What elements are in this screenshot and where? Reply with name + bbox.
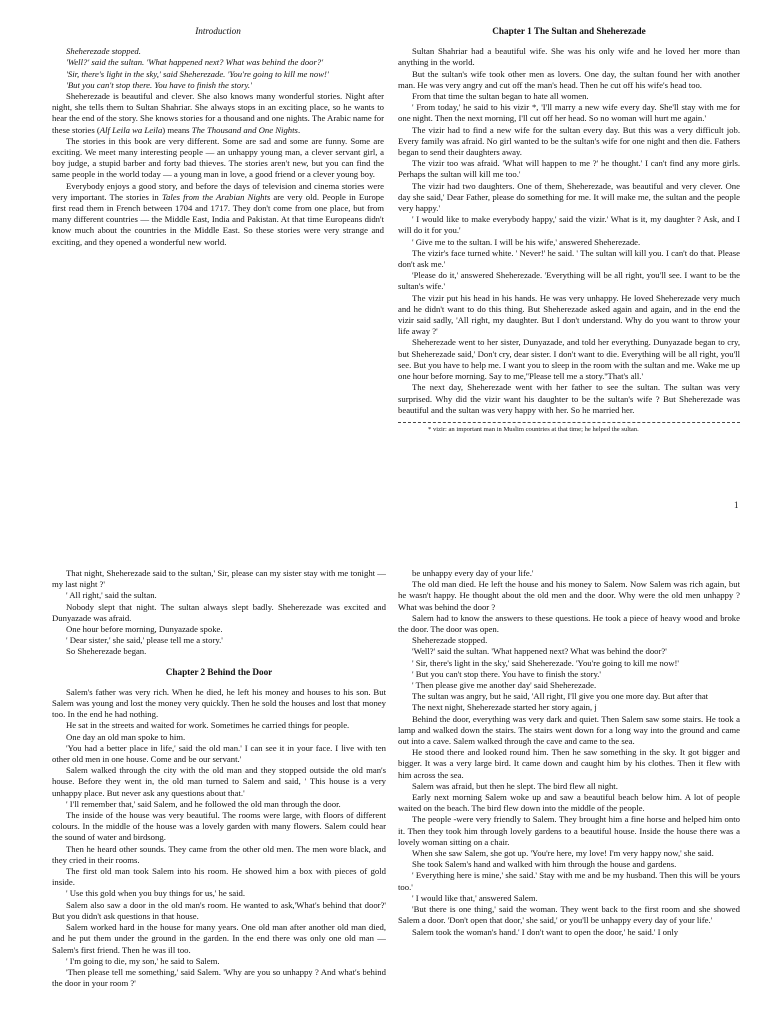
paragraph: The vizir too was afraid. 'What will happen to me ?' he thought.' I can't find any more girls. Perhaps the sultan will kill me too.' <box>398 158 740 180</box>
paragraph: Sultan Shahriar had a beautiful wife. She was his only wife and he loved her more than anything in the world. <box>398 46 740 68</box>
paragraph: The people -were very friendly to Salem. They brought him a fine horse and helped him onto it. Then they took him through lovely gardens to a beautiful house. Inside the house there was a lovely woman sitting on a chair. <box>398 814 740 847</box>
paragraph: Early next morning Salem woke up and saw a beautiful beach below him. A lot of people waited on the beach. The bird flew down into the middle of the people. <box>398 792 740 814</box>
paragraph: Salem had to know the answers to these questions. He took a piece of heavy wood and broke the door. The door was open. <box>398 612 740 635</box>
paragraph: She took Salem's hand and walked with him through the house and gardens. <box>412 859 677 870</box>
paragraph: Then he heard other sounds. They came from the other old men. The men wore black, and they cried in their rooms. <box>52 843 386 865</box>
paragraph: ' But you can't stop there. You have to finish the story.' <box>412 668 601 679</box>
paragraph: One hour before morning, Dunyazade spoke. <box>66 624 223 635</box>
introduction-column <box>52 26 384 248</box>
paragraph: Salem worked hard in the house for many years. One old man after another old man died, and he put them under the ground in the garden. In the end there was only one old man — Salem's first friend. Then he was ill too. <box>52 922 386 955</box>
opening-line: 'Sir, there's light in the sky,' said Sheherezade. 'You're going to kill me now!' <box>66 68 329 79</box>
paragraph: Behind the door, everything was very dark and quiet. Then Salem saw some stairs. He took a lamp and walked down the stairs. The stairs went down for a long way into the ground and came out into a cave. Salem walked through the cave and came to the sea. <box>398 713 740 747</box>
paragraph: ' Then please give me another day' said Sheherezade. <box>412 680 597 691</box>
english-title: The Thousand and One Nights <box>191 124 298 135</box>
story-right-column <box>398 568 740 938</box>
page-gap <box>0 520 768 556</box>
intro-text: ) means <box>162 124 192 135</box>
intro-paragraph: The stories in this book are very different. Some are sad and some are funny. Some are exciting. We meet many interesting people — an unhappy young man, a clever servant girl, a boy judge, a stupid barber and forty bad thieves. The stories aren't new, but you can find the same people in the world today — a young man in love, a good friend or a clever young boy. <box>52 135 384 180</box>
chapter-heading: Chapter 2 Behind the Door <box>165 666 273 677</box>
chapter-heading: Chapter 1 The Sultan and Sheherezade <box>492 26 646 36</box>
paragraph: The inside of the house was very beautiful. The rooms were large, with floors of different colours. In the middle of the house was a lovely garden with many flowers. Salem could hear the sound of water and birdsong. <box>52 810 386 843</box>
footnote: * vizir: an important man in Muslim countries at that time; he helped the sultan. <box>428 425 639 433</box>
intro-paragraph <box>52 91 384 136</box>
paragraph: That night, Sheherezade said to the sultan,' Sir, please can my sister stay with me tonight — my last night ?' <box>52 568 386 590</box>
paragraph: Nobody slept that night. The sultan always slept badly. Sheherezade was excited and Dunyazade was afraid. <box>52 601 386 623</box>
paragraph: Salem also saw a door in the old man's room. He wanted to ask,'What's behind that door?' But you didn't ask questions in that house. <box>52 899 386 921</box>
intro-text: Sheherezade is beautiful and clever. She also knows many wonderful stories. Night after night, she tells them to Sultan Shahriar. She always stops in an exciting place, so he wants to hear the end of the story. She knows stories for a thousand and one nights. The Arabic name for these stories ( <box>52 91 384 135</box>
paragraph: ' I would like to make everybody happy,' said the vizir.' What is it, my daughter ? Ask, and I will do it for you.' <box>398 214 740 236</box>
story-body-c <box>398 568 740 938</box>
paragraph: be unhappy every day of your life.' <box>412 568 534 578</box>
paragraph: Salem's father was very rich. When he died, he left his money and houses to his son. But Salem was young and lost the money very quickly. Then he sold the houses and lost that money too. In the end he had nothing. <box>52 686 386 720</box>
intro-text: . <box>297 124 301 135</box>
paragraph: When she saw Salem, she got up. 'You're here, my love! I'm very happy now,' she said. <box>412 848 714 859</box>
story-left-column <box>52 568 386 989</box>
paragraph: The first old man took Salem into his room. He showed him a box with pieces of gold inside. <box>52 866 386 888</box>
story-body-b <box>52 687 386 989</box>
opening-line: 'But you can't stop there. You have to finish the story.' <box>66 79 252 90</box>
paragraph: 'Then please tell me something,' said Salem. 'Why are you so unhappy ? And what's behind the door in your room ?' <box>52 966 386 989</box>
paragraph: ' I would like that,' answered Salem. <box>412 892 538 903</box>
chapter-one-column <box>398 26 740 434</box>
paragraph: But the sultan's wife took other men as lovers. One day, the sultan found her with another man. He was very angry and cut off the man's head. Then he cut off his wife's head too. <box>398 68 740 90</box>
paragraph: From that time the sultan began to hate all women. <box>412 91 589 102</box>
paragraph: Salem took the woman's hand.' I don't want to open the door,' he said.' I only <box>412 926 679 937</box>
intro-text: are very old. People in Europe first read them in French between 1704 and 1717. They don't come from one place, but from many different countries — the Middle East, India and Pakistan. At that time Europeans didn't know much about the countries in the Middle East. So these stories were very strange and exciting, and they opened a wonderful new world. <box>52 191 384 247</box>
story-body-a <box>52 568 386 658</box>
introduction-header: Introduction <box>195 26 241 36</box>
arabic-title: Alf Leila wa Leila <box>99 124 163 135</box>
paragraph: ' All right,' said the sultan. <box>66 590 157 601</box>
paragraph: The old man died. He left the house and his money to Salem. Now Salem was rich again, but he wasn't happy. He thought about the old men and the door. Why were the old men unhappy ? What was behind the door ? <box>398 579 740 612</box>
paragraph: ' From today,' he said to his vizir *, 'I'll marry a new wife every day. She'll stay with me for one night. Then the next morning, I'll cut off her head. So no woman will hurt me again.' <box>398 102 740 124</box>
paragraph: The vizir put his head in his hands. He was very unhappy. He loved Sheherezade very much and he didn't want to do this thing. But Sheherezade asked again and again, and in the end the vizir said sadly, 'All right, my daughter. But I don't understand. Why do you want to throw your life away ?' <box>398 292 740 337</box>
paragraph: ' I'm going to die, my son,' he said to Salem. <box>66 955 220 966</box>
paragraph: The next day, Sheherezade went with her father to see the sultan. The sultan was very surprised. Why did the vizir want his daughter to be the sultan's wife ? But Sheherezade was beautiful and the sultan was very happy with her. So he married her. <box>398 382 740 415</box>
opening-line: 'Well?' said the sultan. 'What happened next? What was behind the door?' <box>66 57 324 68</box>
paragraph: The sultan was angry, but he said, 'All right, I'll give you one more day. But after that <box>412 691 709 702</box>
paragraph: 'Please do it,' answered Sheherezade. 'Everything will be all right, you'll see. I want to be the sultan's wife.' <box>398 270 740 292</box>
paragraph: ' Dear sister,' she said,' please tell me a story.' <box>66 635 223 646</box>
book-title: Tales from the Arabian Nights <box>161 191 271 202</box>
paragraph: He stood there and looked round him. Then he saw something in the sky. It got bigger and bigger. It was a very large bird. It came down and caught him by his clothes. Then it flew with him across the sea. <box>398 747 740 780</box>
paragraph: Salem walked through the city with the old man and they stopped outside the old man's house. Before they went in, the old man turned to Salem and said, ' This house is a very unhappy place. But never ask any questions about that.' <box>52 765 386 798</box>
paragraph: 'Well?' said the sultan. 'What happened next? What was behind the door?' <box>412 646 667 657</box>
page-two <box>0 556 768 1024</box>
paragraph: 'You had a better place in life,' said the old man.' I can see it in your face. I live with ten other old men in one house. Come and be our servant.' <box>52 742 386 765</box>
paragraph: So Sheherezade began. <box>66 646 147 657</box>
paragraph: ' Give me to the sultan. I will be his wife,' answered Sheherezade. <box>412 236 641 247</box>
paragraph: The next night, Sheherezade started her story again, j <box>412 702 597 713</box>
chapter-one-body <box>398 46 740 416</box>
paragraph: Salem was afraid, but then he slept. The bird flew all night. <box>412 780 618 791</box>
paragraph: Sheherezade stopped. <box>412 635 488 646</box>
paragraph: The vizir had two daughters. One of them, Sheherezade, was beautiful and very clever. One day she said,' Dear Father, please do something for me. It will make me, the sultan and the people very happy.' <box>398 180 740 214</box>
opening-line: Sheherezade stopped. <box>66 46 141 57</box>
intro-paragraph <box>52 181 384 248</box>
paragraph: ' Use this gold when you buy things for us,' he said. <box>66 888 246 899</box>
paragraph: Sheherezade went to her sister, Dunyazade, and told her everything. Dunyazade began to cry, but Sheherezade said,' Don't cry, dear sister. I don't want to die. Everything will be all right, you'll see. But you have to help me. I want you to sleep in the room with the sultan and me. Wake me up one hour before morning. Say to me,''Please tell me a story.''That's all.' <box>398 337 740 382</box>
paragraph: The vizir's face turned white. ' Never!' he said. ' The sultan will kill you. I can't do that. Please don't ask me.' <box>398 247 740 270</box>
paragraph: He sat in the streets and waited for work. Sometimes he carried things for people. <box>66 720 350 731</box>
paragraph: ' Sir, there's light in the sky,' said Sheherezade. 'You're going to kill me now!' <box>412 657 679 668</box>
paragraph: 'But there is one thing,' said the woman. They went back to the first room and she showed Salem a door. 'Don't open that door,' she said,' or you'll be unhappy every day of your life.' <box>398 904 740 926</box>
footnote-divider <box>398 422 740 423</box>
paragraph: The vizir had to find a new wife for the sultan every day. But this was a very difficult job. Every family was afraid. No girl wanted to be the sultan's wife for one night and then die. Fathers began to send their daughters away. <box>398 124 740 158</box>
paragraph: ' I'll remember that,' said Salem, and he followed the old man through the door. <box>66 798 341 809</box>
paragraph: ' Everything here is mine,' she said.' Stay with me and be my husband. Then this will be yours too.' <box>398 870 740 892</box>
intro-text: Everybody enjoys a good story, and before the days of television and cinema stories were very important. The stories in <box>52 180 384 202</box>
paragraph: One day an old man spoke to him. <box>66 731 186 742</box>
page-number: 1 <box>734 500 739 510</box>
